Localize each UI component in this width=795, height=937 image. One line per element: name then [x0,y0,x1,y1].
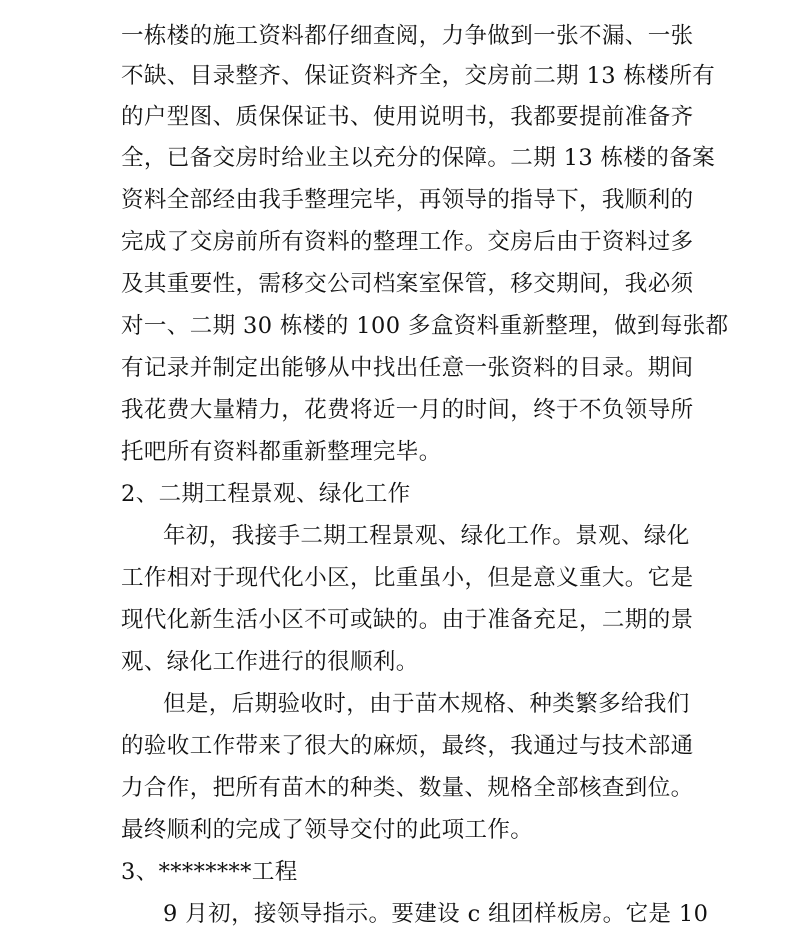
text-line: 力合作，把所有苗木的种类、数量、规格全部核查到位。 [121,775,694,801]
text-line: 的验收工作带来了很大的麻烦，最终，我通过与技术部通 [121,733,694,759]
paragraph-first-line: 但是，后期验收时，由于苗木规格、种类繁多给我们 [163,691,690,717]
text-line: 完成了交房前所有资料的整理工作。交房后由于资料过多 [121,229,694,255]
text-line: 观、绿化工作进行的很顺利。 [121,649,419,675]
text-line: 工作相对于现代化小区，比重虽小，但是意义重大。它是 [121,565,694,591]
text-line: 我花费大量精力，花费将近一月的时间，终于不负领导所 [121,397,694,423]
paragraph-first-line: 年初，我接手二期工程景观、绿化工作。景观、绿化 [163,523,690,549]
text-line: 现代化新生活小区不可或缺的。由于准备充足，二期的景 [121,607,694,633]
text-line: 对一、二期 30 栋楼的 100 多盒资料重新整理，做到每张都 [121,313,729,339]
paragraph-first-line: 9 月初，接领导指示。要建设 c 组团样板房。它是 10 [163,901,709,927]
text-line: 的户型图、质保保证书、使用说明书，我都要提前准备齐 [121,104,694,130]
text-line: 最终顺利的完成了领导交付的此项工作。 [121,817,534,843]
text-line: 有记录并制定出能够从中找出任意一张资料的目录。期间 [121,355,694,381]
text-line: 不缺、目录整齐、保证资料齐全，交房前二期 13 栋楼所有 [121,63,716,89]
text-line: 托吧所有资料都重新整理完毕。 [121,439,442,465]
text-line: 资料全部经由我手整理完毕，再领导的指导下，我顺利的 [121,187,694,213]
section-heading: 3、********工程 [121,859,298,885]
text-line: 一栋楼的施工资料都仔细查阅，力争做到一张不漏、一张 [121,23,694,49]
section-heading: 2、二期工程景观、绿化工作 [121,481,411,507]
text-line: 全，已备交房时给业主以充分的保障。二期 13 栋楼的备案 [121,145,716,171]
text-line: 及其重要性，需移交公司档案室保管，移交期间，我必须 [121,271,694,297]
